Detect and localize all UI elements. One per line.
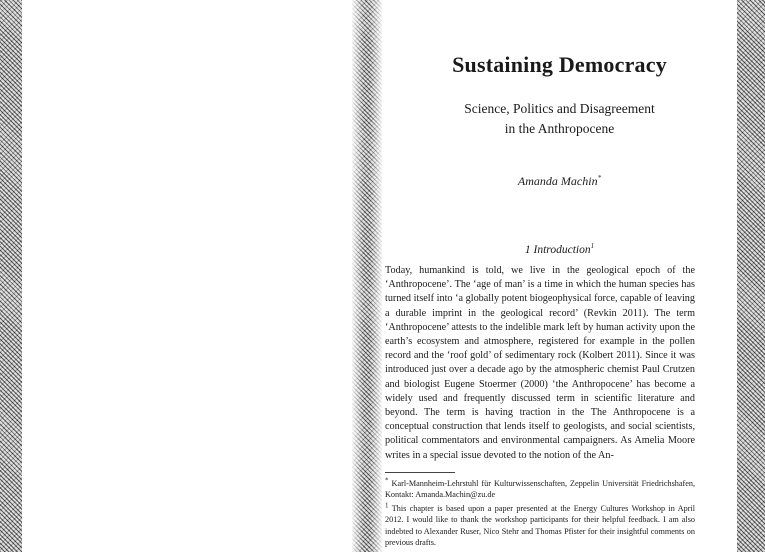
book-page bbox=[382, 0, 737, 552]
body-paragraph: Today, humankind is told, we live in the geological epoch of the ‘Anthropocene’. The ‘age of man’ is a time in which the human species has turned itself into ‘a globally potent biogeophysical force, capable of leaving a durable imprint in the geological record’ (Revkin 2011). The term ‘Anthropocene’ attests to the indelible mark left by human activity upon the earth’s ecosystem and atmosphere, registered for example in the pollen record and the ‘roof gold’ of sedimentary rock (Kolbert 2011). Since it was introduced just over a decade ago by the atmospheric chemist Paul Crutzen and biologist Eugene Stoermer (2000) ‘the Anthropocene’ has become a widely used and frequently discussed term in scientific literature and beyond. The term is having traction in the The Anthropocene is a conceptual construction that lends itself to geologists, and social scientists, political commentators and environmental campaigners. As Amelia Moore writes in a special issue devoted to the notion of the An- bbox=[385, 265, 695, 461]
footnote-1 bbox=[385, 478, 695, 501]
author-name-text: Amanda Machin bbox=[517, 174, 598, 188]
scan-noise-left bbox=[0, 0, 22, 552]
footnote-2-marker: 1 bbox=[385, 501, 389, 510]
subtitle-line-2: in the Anthropocene bbox=[504, 121, 615, 136]
author-name bbox=[382, 174, 737, 189]
section-footnote-marker: 1 bbox=[590, 242, 595, 251]
subtitle-line-1: Science, Politics and Disagreement bbox=[464, 101, 655, 116]
footnote-divider bbox=[385, 472, 455, 473]
footnote-1-marker: * bbox=[385, 476, 389, 485]
footnotes bbox=[385, 478, 695, 550]
book-spine-shadow bbox=[352, 0, 382, 552]
footnote-2 bbox=[385, 503, 695, 549]
footnote-2-text: This chapter is based upon a paper presented at the Energy Cultures Workshop in April 2012. I would like to thank the workshop participants for their helpful feedback. I am also indebted to Alexander Ruser, Nico Stehr and Thomas Pfister for their insightful comments on previous drafts. bbox=[385, 503, 695, 548]
book-title: Sustaining Democracy bbox=[452, 52, 667, 77]
section-heading bbox=[382, 244, 737, 256]
section-heading-text: 1 Introduction bbox=[524, 244, 591, 256]
scan-noise-right bbox=[737, 0, 765, 552]
author-footnote-marker: * bbox=[597, 174, 602, 182]
footnote-1-text: Karl-Mannheim-Lehrstuhl für Kulturwissenschaften, Zeppelin Universität Friedrichshafen, Kontakt: Amanda.Machin@zu.de bbox=[385, 479, 696, 500]
book-subtitle bbox=[382, 99, 737, 139]
